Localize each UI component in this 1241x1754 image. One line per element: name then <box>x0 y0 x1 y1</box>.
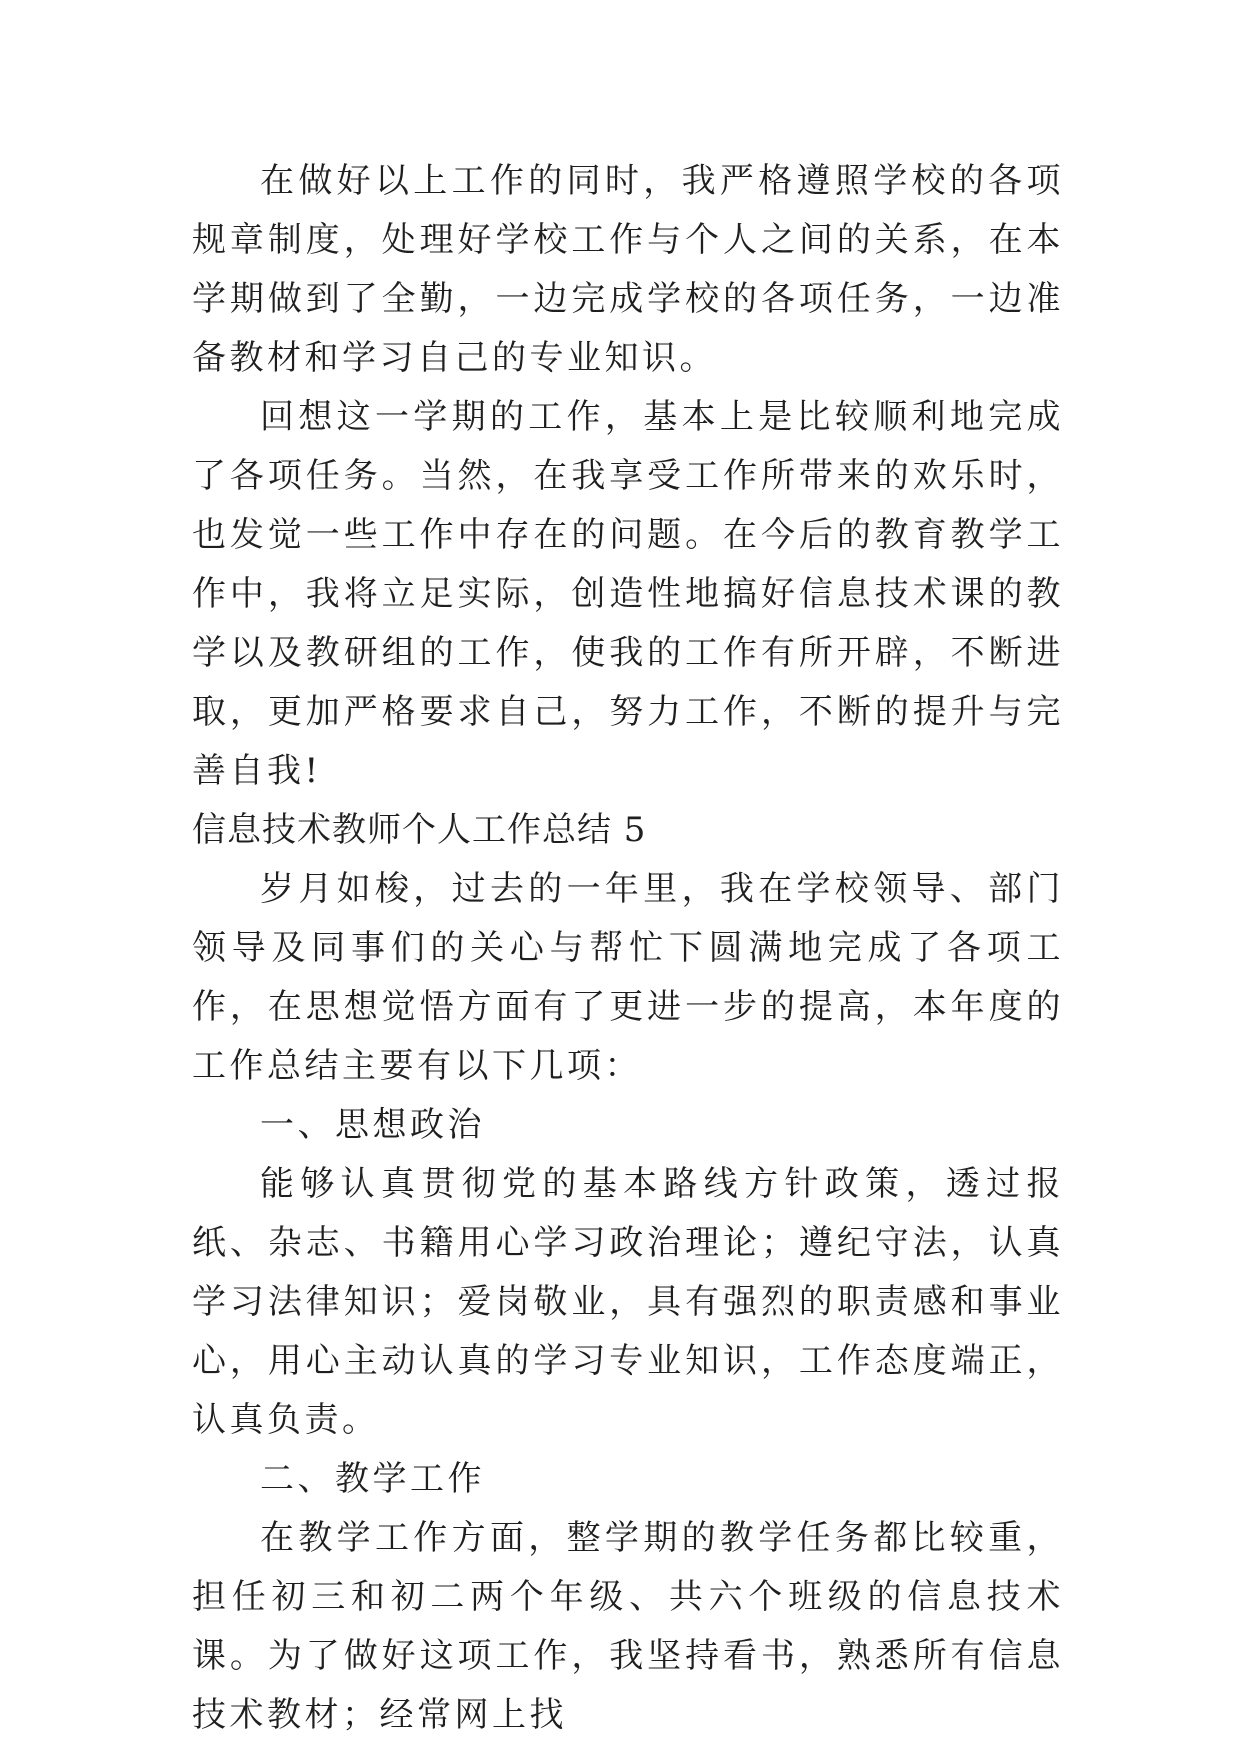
document-body <box>192 152 1064 1745</box>
paragraph: 回想这一学期的工作，基本上是比较顺利地完成了各项任务。当然，在我享受工作所带来的欢乐时，也发觉一些工作中存在的问题。在今后的教育教学工作中，我将立足实际，创造性地搞好信息技术课的教学以及教研组的工作，使我的工作有所开辟，不断进取，更加严格要求自己，努力工作，不断的提升与完善自我! <box>192 397 1064 791</box>
paragraph: 在教学工作方面，整学期的教学任务都比较重，担任初三和初二两个年级、共六个班级的信息技术课。为了做好这项工作，我坚持看书，熟悉所有信息技术教材；经常网上找 <box>192 1518 1064 1735</box>
section-title: 信息技术教师个人工作总结 5 <box>192 810 647 850</box>
subheading: 二、教学工作 <box>260 1459 485 1499</box>
paragraph: 能够认真贯彻党的基本路线方针政策，透过报纸、杂志、书籍用心学习政治理论；遵纪守法，认真学习法律知识；爱岗敬业，具有强烈的职责感和事业心，用心主动认真的学习专业知识，工作态度端正，认真负责。 <box>192 1164 1064 1440</box>
subheading: 一、思想政治 <box>260 1105 485 1145</box>
paragraph: 在做好以上工作的同时，我严格遵照学校的各项规章制度，处理好学校工作与个人之间的关系，在本学期做到了全勤，一边完成学校的各项任务，一边准备教材和学习自己的专业知识。 <box>192 161 1064 378</box>
paragraph: 岁月如梭，过去的一年里，我在学校领导、部门领导及同事们的关心与帮忙下圆满地完成了各项工作，在思想觉悟方面有了更进一步的提高，本年度的工作总结主要有以下几项： <box>192 869 1064 1086</box>
